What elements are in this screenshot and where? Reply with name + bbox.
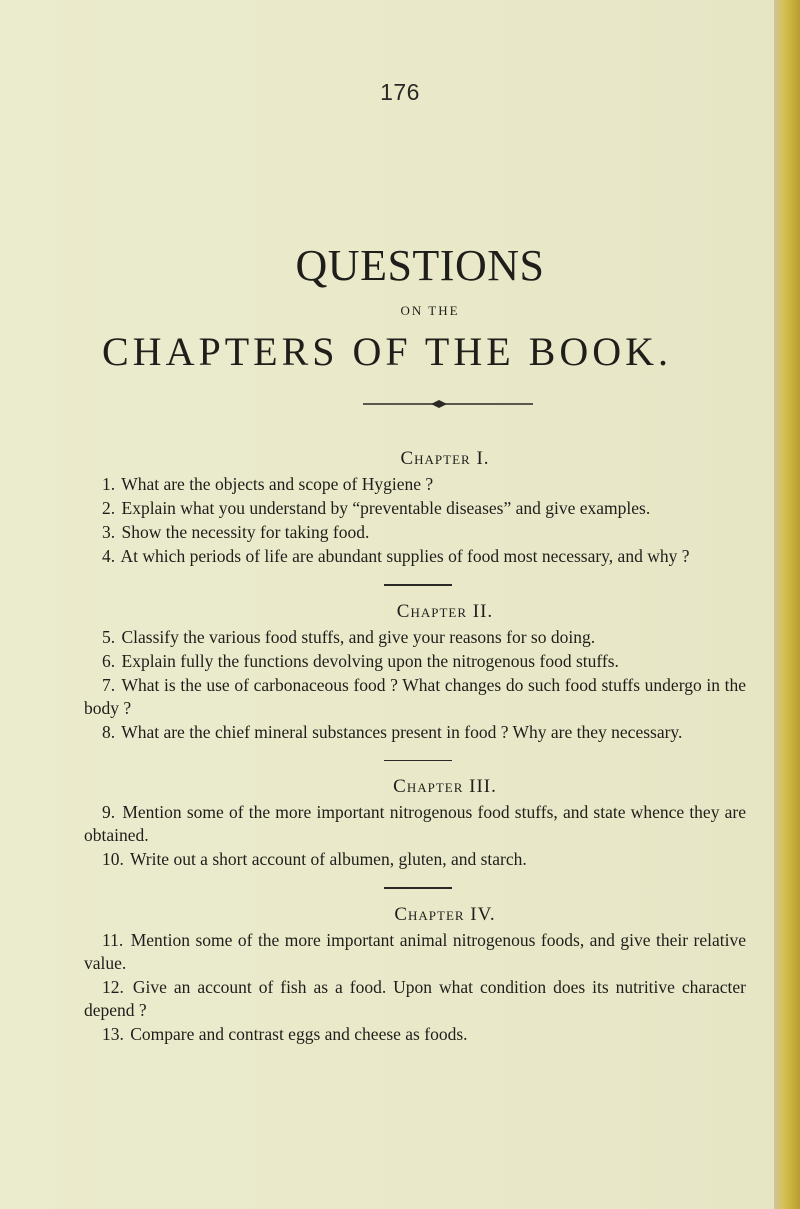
question-text: What are the chief mineral substances present in food ? Why are they necessary. <box>121 721 683 742</box>
question <box>84 801 746 847</box>
question <box>84 650 746 673</box>
question <box>84 497 746 520</box>
question-text: Mention some of the more important nitrogenous food stuffs, and state whence they are obtained. <box>84 802 747 846</box>
question-text: Explain fully the functions devolving upon the nitrogenous food stuffs. <box>121 650 619 671</box>
question-text: Show the necessity for taking food. <box>121 522 370 542</box>
question <box>84 473 746 496</box>
question-number: 10. <box>102 849 124 870</box>
question <box>84 521 746 544</box>
question-number: 9. <box>102 802 116 823</box>
question-number: 5. <box>102 626 116 647</box>
section-divider <box>384 584 452 586</box>
question-number: 3. <box>102 522 116 542</box>
book-title: CHAPTERS OF THE BOOK. <box>102 329 672 374</box>
chapter-heading: Chapter III. <box>393 776 497 798</box>
chapter-heading: Chapter I. <box>400 448 490 469</box>
question <box>84 1023 746 1046</box>
question-number: 13. <box>102 1023 124 1044</box>
chapter-section <box>84 447 746 568</box>
question <box>84 626 746 649</box>
question-text: Give an account of fish as a food. Upon what condition does its nutritive character depend ? <box>84 976 746 1020</box>
question <box>84 848 746 871</box>
question-number: 4. <box>102 546 116 566</box>
section-divider <box>384 760 452 762</box>
question <box>84 721 746 744</box>
question-text: What is the use of carbonaceous food ? What changes do such food stuffs undergo in the body ? <box>84 674 746 718</box>
ornament-divider <box>363 397 533 411</box>
chapter-section <box>84 600 746 744</box>
question-number: 11. <box>102 929 124 950</box>
chapter-section <box>84 903 746 1046</box>
question-text: Mention some of the more important animal nitrogenous foods, and give their relative value. <box>84 929 747 973</box>
question-text: Write out a short account of albumen, gluten, and starch. <box>129 849 527 870</box>
question-text: What are the objects and scope of Hygiene ? <box>121 474 434 494</box>
page-subtitle: ON THE <box>400 303 460 318</box>
page-title: QUESTIONS <box>295 241 545 290</box>
chapter-section <box>84 775 746 871</box>
question <box>84 674 746 720</box>
page-edge <box>774 0 800 1209</box>
question-text: Explain what you understand by “preventable diseases” and give examples. <box>121 498 651 518</box>
page-number: 176 <box>380 79 420 105</box>
section-divider <box>384 887 452 889</box>
question <box>84 929 746 975</box>
question <box>84 545 746 568</box>
question-text: Compare and contrast eggs and cheese as foods. <box>130 1023 468 1044</box>
question <box>84 976 746 1022</box>
question-number: 7. <box>102 674 116 695</box>
question-text: Classify the various food stuffs, and give your reasons for so doing. <box>121 626 596 647</box>
questions-content <box>84 447 746 1047</box>
question-number: 12. <box>102 976 124 997</box>
chapter-heading: Chapter II. <box>396 600 494 622</box>
chapter-heading: Chapter IV. <box>394 903 496 925</box>
question-number: 2. <box>102 498 116 518</box>
question-text: At which periods of life are abundant supplies of food most necessary, and why ? <box>120 546 690 566</box>
question-number: 1. <box>102 474 116 494</box>
question-number: 6. <box>102 650 116 671</box>
question-number: 8. <box>102 721 116 742</box>
